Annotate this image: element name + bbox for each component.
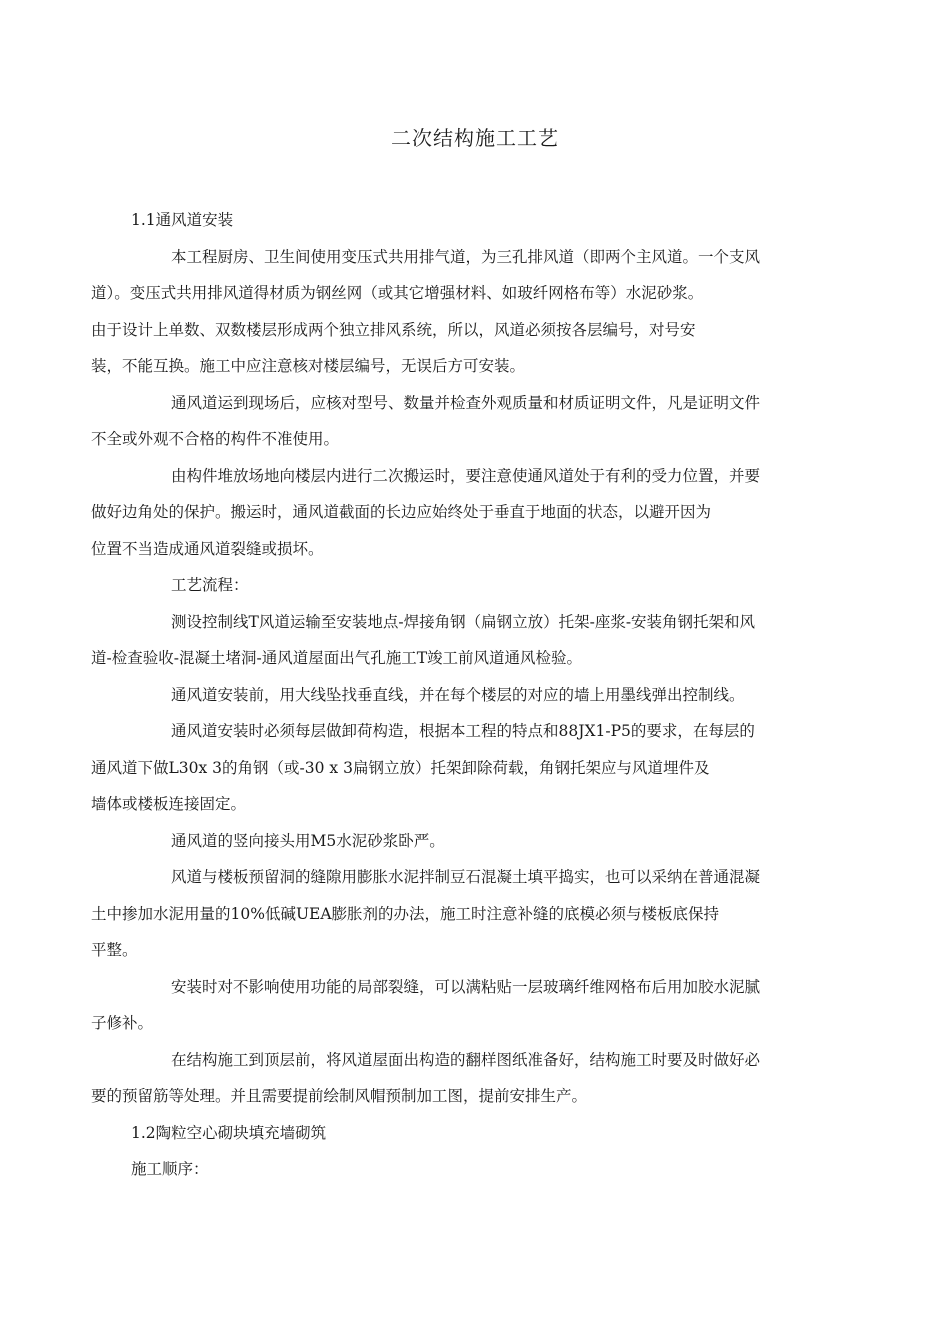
body-paragraph <box>131 823 831 860</box>
body-paragraph <box>131 677 831 714</box>
body-paragraph <box>91 969 831 1042</box>
paragraph-line: 平整。 <box>91 941 138 959</box>
paragraph-line: 道）。变压式共用排风道得材质为钢丝网（或其它增强材料、如玻纤网格布等）水泥砂浆。 <box>91 284 704 302</box>
body-paragraph <box>91 458 831 568</box>
paragraph-line: 通风道下做L30x 3的角钢（或-30 x 3扁钢立放）托架卸除荷载，角钢托架应与风道埋件及 <box>91 758 710 777</box>
paragraph-line: 位置不当造成通风道裂缝或损坏。 <box>91 539 324 558</box>
paragraph-line: 装，不能互换。施工中应注意核对楼层编号，无误后方可安装。 <box>91 357 526 375</box>
paragraph-line: 通风道安装前，用大线坠找垂直线，并在每个楼层的对应的墙上用墨线弹出控制线。 <box>171 685 745 704</box>
paragraph-line: 由于设计上单数、双数楼层形成两个独立排风系统，所以，风道必须按各层编号，对号安 <box>91 320 696 339</box>
section-heading: 1.1通风道安装 <box>131 211 234 229</box>
body-paragraph <box>91 385 831 458</box>
paragraph-line: 做好边角处的保护。搬运时，通风道截面的长边应始终处于垂直于地面的状态，以避开因为 <box>91 503 712 521</box>
paragraph-line: 本工程厨房、卫生间使用变压式共用排气道，为三孔排风道（即两个主风道。一个支风 <box>171 247 761 266</box>
document-body <box>91 202 831 1188</box>
paragraph-line: 在结构施工到顶层前，将风道屋面出构造的翻样图纸准备好，结构施工时要及时做好必 <box>171 1050 761 1069</box>
body-paragraph <box>91 239 831 385</box>
body-paragraph <box>131 567 831 604</box>
body-paragraph <box>91 859 831 969</box>
paragraph-line: 子修补。 <box>91 1014 154 1032</box>
paragraph-line: 土中掺加水泥用量的10%低碱UEA膨胀剂的办法，施工时注意补缝的底模必须与楼板底保持 <box>91 904 720 923</box>
paragraph-line: 通风道的竖向接头用M5水泥砂浆卧严。 <box>171 831 445 850</box>
paragraph-line: 道-检查验收-混凝土堵洞-通风道屋面出气孔施工T竣工前风道通风检验。 <box>91 649 583 667</box>
paragraph-line: 不全或外观不合格的构件不准使用。 <box>91 430 340 448</box>
paragraph-line: 通风道运到现场后，应核对型号、数量并检查外观质量和材质证明文件，凡是证明文件 <box>171 393 761 412</box>
paragraph-line: 工艺流程： <box>171 576 249 594</box>
document-title: 二次结构施工工艺 <box>391 126 559 150</box>
body-paragraph <box>91 713 831 823</box>
paragraph-line: 通风道安装时必须每层做卸荷构造，根据本工程的特点和88JX1-P5的要求，在每层的 <box>171 722 755 740</box>
body-paragraph <box>91 1042 831 1115</box>
construction-sequence-label: 施工顺序： <box>131 1160 209 1178</box>
paragraph-line: 安装时对不影响使用功能的局部裂缝，可以满粘贴一层玻璃纤维网格布后用加胶水泥腻 <box>171 977 761 996</box>
paragraph-line: 测设控制线T风道运输至安装地点-焊接角钢（扁钢立放）托架-座浆-安装角钢托架和风 <box>171 612 756 631</box>
paragraph-line: 由构件堆放场地向楼层内进行二次搬运时，要注意使通风道处于有利的受力位置，并要 <box>171 466 761 485</box>
paragraph-line: 墙体或楼板连接固定。 <box>91 795 247 813</box>
paragraph-line: 要的预留筋等处理。并且需要提前绘制风帽预制加工图，提前安排生产。 <box>91 1087 588 1105</box>
paragraph-line: 风道与楼板预留洞的缝隙用膨胀水泥拌制豆石混凝土填平捣实，也可以采纳在普通混凝 <box>171 868 761 886</box>
section-heading: 1.2陶粒空心砌块填充墙砌筑 <box>131 1123 327 1142</box>
body-paragraph <box>91 604 831 677</box>
